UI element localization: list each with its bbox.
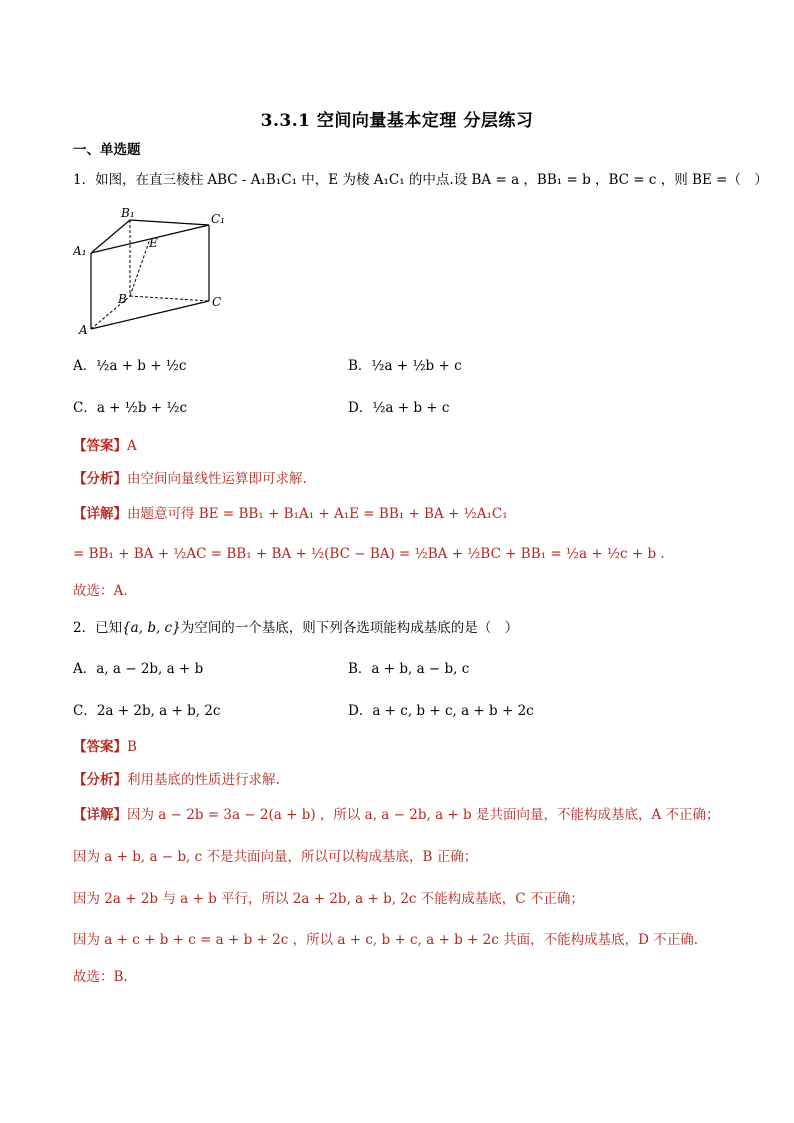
q2-stem-set: {a, b, c} [122,620,181,636]
q2-detail-1: 因为 a − 2b = 3a − 2(a + b) ，所以 a, a − 2b, a + b 是共面向量，不能构成基底，A 不正确； [127,807,720,823]
q1-option-a: A．½a + b + ½c [73,358,187,374]
q2-detail-3: 因为 2a + 2b 与 a + b 平行，所以 2a + 2b, a + b, 2c 不能构成基底，C 不正确； [73,891,584,907]
q1-answer: A [127,438,137,454]
q2-analysis-row [73,771,280,789]
q1-detail-2: = BB₁ + BA + ½AC = BB₁ + BA + ½(BC − BA) = ½BA + ½BC + BB₁ = ½a + ½c + b . [73,546,665,562]
q2-option-b: B．a + b, a − b, c [348,661,470,677]
q2-analysis: 利用基底的性质进行求解. [127,772,280,788]
q1-detail-1: 由题意可得 BE = BB₁ + B₁A₁ + A₁E = BB₁ + BA + ½A₁C₁ [127,506,508,522]
label-C1: C₁ [211,212,225,226]
label-E: E [149,236,158,250]
q2-option-c: C．2a + 2b, a + b, 2c [73,703,221,719]
q2-detail-4: 因为 a + c + b + c = a + b + 2c ，所以 a + c, b + c, a + b + 2c 共面，不能构成基底，D 不正确. [73,932,698,948]
q2-detail-2: 因为 a + b, a − b, c 不是共面向量，所以可以构成基底，B 正确； [73,849,478,865]
prism-figure [73,205,233,335]
label-A1: A₁ [73,244,87,258]
q1-option-c: C．a + ½b + ½c [73,400,188,416]
q1-option-b: B．½a + ½b + c [348,358,462,374]
q1-analysis-row [73,470,307,488]
label-A: A [79,323,88,335]
page-title: 3.3.1 空间向量基本定理 分层练习 [260,111,534,131]
label-B1: B₁ [121,206,135,220]
q1-stem: 1．如图，在直三棱柱 ABC - A₁B₁C₁ 中，E 为棱 A₁C₁ 的中点.设 BA = a ，BB₁ = b ，BC = c ，则 BE =（ ） [73,172,768,188]
q2-stem [73,619,518,637]
q1-analysis: 由空间向量线性运算即可求解. [127,471,307,487]
q1-option-d: D．½a + b + c [348,400,450,416]
q2-stem-post: 为空间的一个基底，则下列各选项能构成基底的是（ ） [180,620,519,636]
q1-answer-row [73,437,137,455]
label-B: B [118,292,127,306]
q1-choose: 故选：A. [73,583,128,599]
q2-answer: B [127,739,137,755]
q2-option-d: D．a + c, b + c, a + b + 2c [348,703,534,719]
q2-answer-tag: 【答案】 [73,739,127,755]
q1-analysis-tag: 【分析】 [73,471,127,487]
q2-detail-tag: 【详解】 [73,807,127,823]
label-C: C [212,295,222,309]
q2-stem-pre: 2．已知 [73,620,123,636]
q2-answer-row [73,738,137,756]
q2-choose: 故选：B. [73,969,128,985]
q1-detail-row-1 [73,505,508,523]
section-heading: 一、单选题 [73,142,141,158]
q2-analysis-tag: 【分析】 [73,772,127,788]
q1-answer-tag: 【答案】 [73,438,127,454]
q1-detail-tag: 【详解】 [73,506,127,522]
q2-detail-row-1 [73,806,719,824]
q2-option-a: A．a, a − 2b, a + b [73,661,204,677]
